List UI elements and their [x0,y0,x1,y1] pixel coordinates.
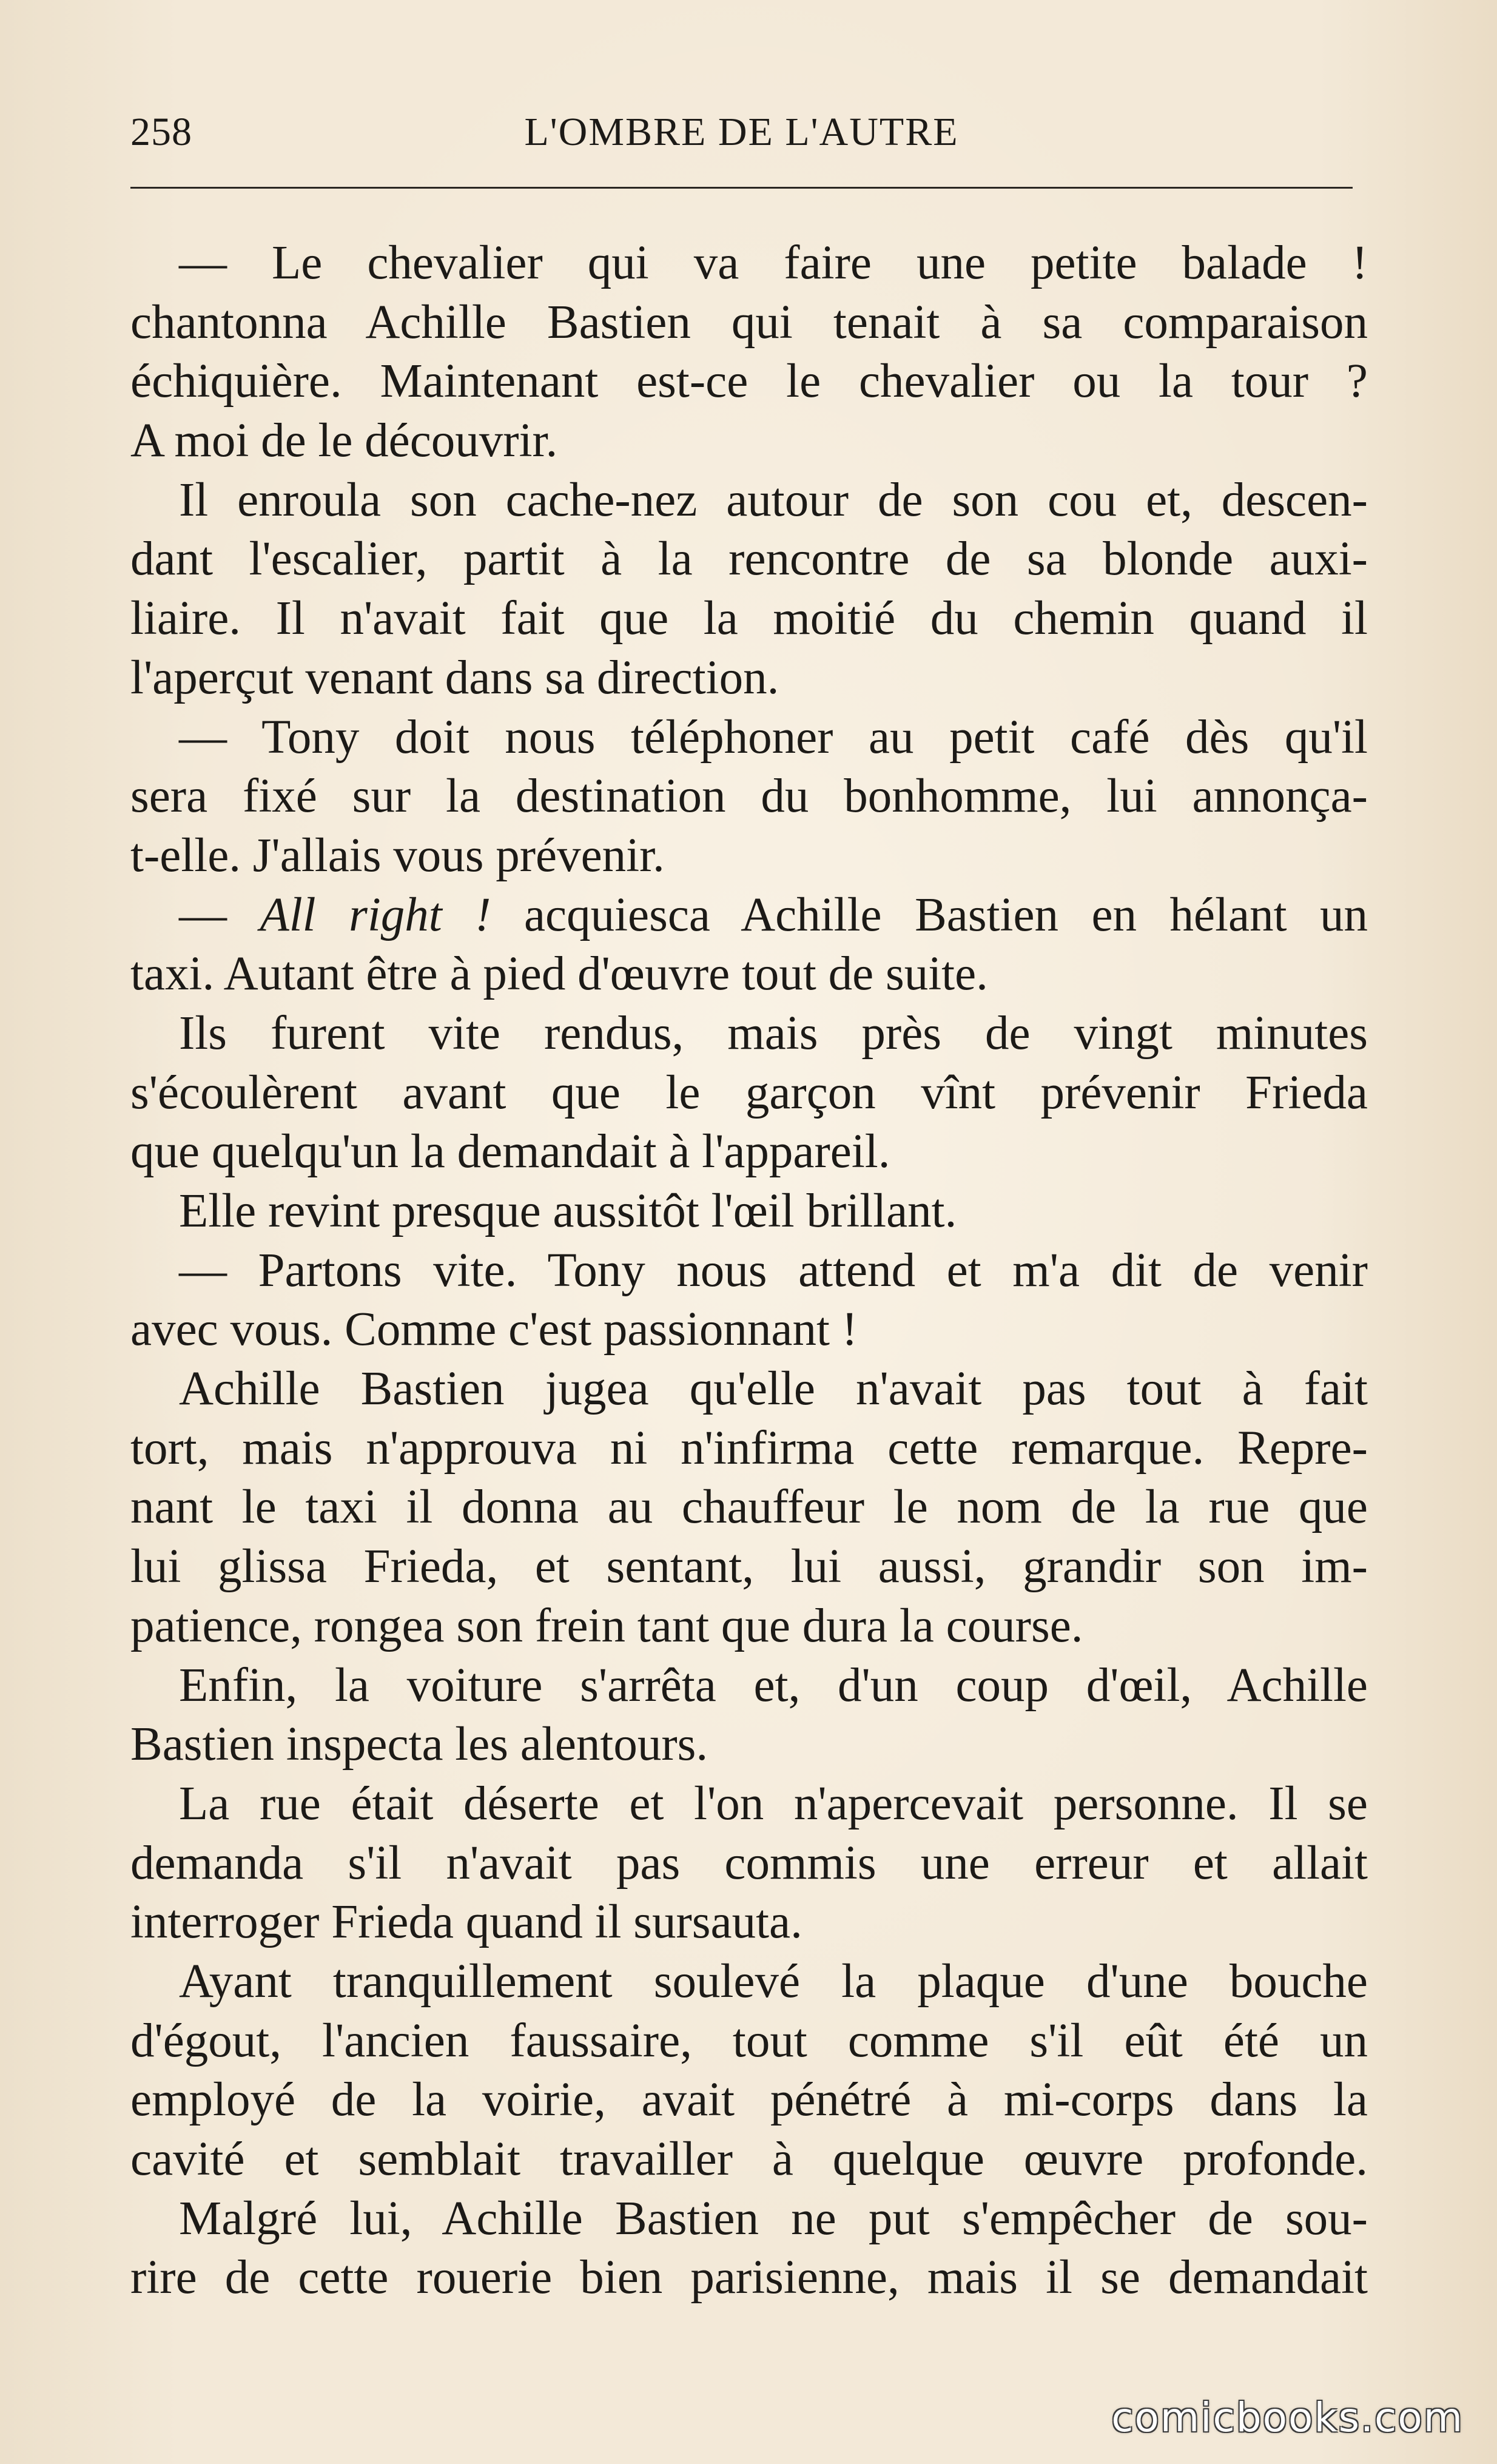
text-line: — Partons vite. Tony nous attend et m'a dit de venir [179,1244,1368,1297]
watermark: comicbooks.com [1111,2394,1464,2441]
text-line: chantonna Achille Bastien qui tenait à sa comparaison [130,295,1368,349]
text-line: Bastien inspecta les alentours. [130,1718,708,1771]
text-line: Malgré lui, Achille Bastien ne put s'empêcher de sou- [179,2192,1368,2245]
body-text [130,234,1368,2307]
page-number: 258 [130,110,192,154]
text-line: — Tony doit nous téléphoner au petit café dès qu'il [179,710,1368,764]
text-line: A moi de le découvrir. [130,414,558,468]
text-line: rire de cette rouerie bien parisienne, mais il se demandait [130,2251,1368,2304]
text-line: échiquière. Maintenant est-ce le chevalier ou la tour ? [130,355,1368,408]
text-line: Elle revint presque aussitôt l'œil brillant. [179,1185,957,1237]
text-line: t-elle. J'allais vous prévenir. [130,829,665,882]
page-header [130,103,1353,170]
text-line-prefix: — [179,888,260,941]
text-line: interroger Frieda quand il sursauta. [130,1896,802,1949]
text-line: taxi. Autant être à pied d'œuvre tout de suite. [130,948,988,1001]
text-line: l'aperçut venant dans sa direction. [130,651,779,704]
text-line: — Le chevalier qui va faire une petite balade ! [179,237,1368,289]
text-line: Achille Bastien jugea qu'elle n'avait pas tout à fait [179,1362,1368,1416]
text-line: d'égout, l'ancien faussaire, tout comme s'il eût été un [130,2014,1368,2067]
text-line: dant l'escalier, partit à la rencontre de sa blonde auxi- [130,533,1368,586]
text-line: demanda s'il n'avait pas commis une erreur et allait [130,1836,1368,1890]
text-line: employé de la voirie, avait pénétré à mi-corps dans la [130,2073,1368,2127]
text-line: s'écoulèrent avant que le garçon vînt prévenir Frieda [130,1066,1368,1119]
text-line: que quelqu'un la demandait à l'appareil. [130,1125,890,1179]
text-line-suffix: acquiesca Achille Bastien en hélant un [491,888,1368,941]
text-line: sera fixé sur la destination du bonhomme, lui annonça- [130,770,1368,823]
text-line: Enfin, la voiture s'arrêta et, d'un coup d'œil, Achille [179,1658,1368,1712]
text-line: liaire. Il n'avait fait que la moitié du chemin quand il [130,592,1368,645]
text-line: La rue était déserte et l'on n'apercevait personne. Il se [179,1777,1368,1830]
text-line: cavité et semblait travailler à quelque œuvre profonde. [130,2133,1368,2186]
text-line: tort, mais n'approuva ni n'infirma cette remarque. Repre- [130,1421,1368,1475]
italic-phrase: All right ! [260,888,491,941]
text-line: Il enroula son cache-nez autour de son cou et, descen- [179,473,1368,527]
text-line [130,886,1368,945]
text-line: Ils furent vite rendus, mais près de vingt minutes [179,1006,1368,1060]
text-line: lui glissa Frieda, et sentant, lui aussi, grandir son im- [130,1540,1368,1594]
text-line: Ayant tranquillement soulevé la plaque d'une bouche [179,1954,1368,2008]
text-line: nant le taxi il donna au chauffeur le nom de la rue que [130,1481,1368,1534]
text-line: patience, rongea son frein tant que dura la course. [130,1599,1083,1652]
running-title: L'OMBRE DE L'AUTRE [524,110,959,154]
text-line: avec vous. Comme c'est passionnant ! [130,1303,858,1356]
header-rule [130,187,1353,189]
